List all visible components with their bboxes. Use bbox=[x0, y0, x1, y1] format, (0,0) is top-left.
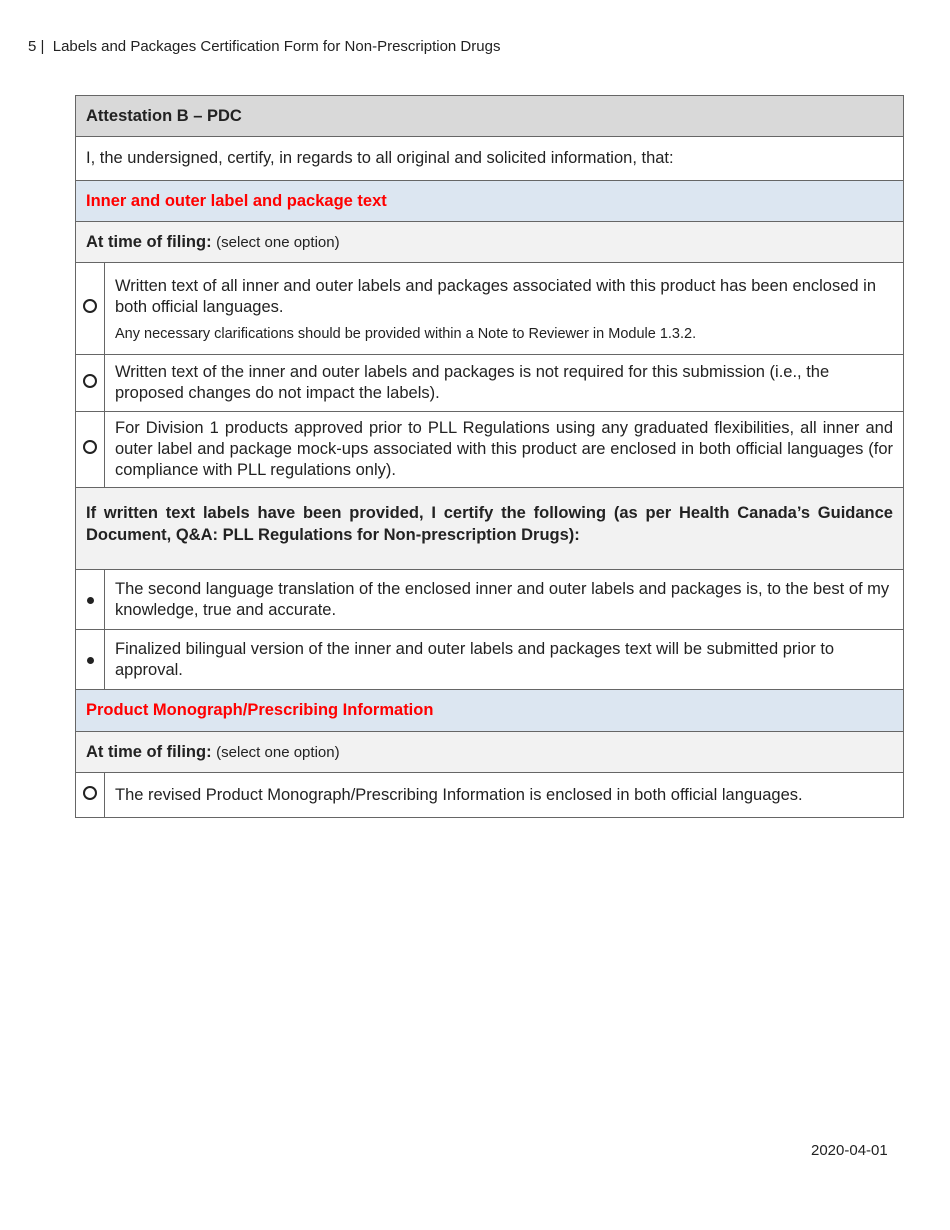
option-text: The revised Product Monograph/Prescribing Information is enclosed in both official languages. bbox=[105, 773, 904, 818]
footer-date: 2020-04-01 bbox=[811, 1142, 888, 1159]
bullet-text: Finalized bilingual version of the inner and outer labels and packages text will be submitted prior to approval. bbox=[105, 630, 904, 690]
bullet-text: The second language translation of the enclosed inner and outer labels and packages is, to the best of my knowledge, true and accurate. bbox=[105, 570, 904, 630]
option-radio[interactable] bbox=[76, 355, 105, 412]
filing-note: (select one option) bbox=[216, 743, 340, 761]
option-radio[interactable] bbox=[76, 412, 105, 488]
option-radio[interactable] bbox=[76, 773, 105, 818]
option-text: For Division 1 products approved prior to PLL Regulations using any graduated flexibilities, all inner and outer label and package mock-ups associated with this product are enclosed in both official languages (for compliance with PLL regulations only). bbox=[105, 412, 904, 488]
attestation-title: Attestation B – PDC bbox=[76, 96, 904, 137]
radio-icon[interactable] bbox=[83, 786, 97, 800]
filing-instruction bbox=[76, 732, 904, 773]
radio-icon[interactable] bbox=[83, 440, 97, 454]
filing-label: At time of filing: bbox=[86, 742, 212, 761]
option-text: Written text of the inner and outer labels and packages is not required for this submission (i.e., the proposed changes do not impact the labels). bbox=[105, 355, 904, 412]
option-text: Written text of all inner and outer labels and packages associated with this product has been enclosed in both official languages. bbox=[115, 276, 876, 316]
option-1 bbox=[105, 263, 904, 355]
certify-text: I, the undersigned, certify, in regards to all original and solicited information, that: bbox=[76, 137, 904, 181]
filing-note: (select one option) bbox=[216, 233, 340, 251]
radio-icon[interactable] bbox=[83, 299, 97, 313]
bullet-icon bbox=[76, 630, 105, 690]
filing-instruction bbox=[76, 222, 904, 263]
option-note: Any necessary clarifications should be provided within a Note to Reviewer in Module 1.3.2. bbox=[115, 325, 697, 342]
attestation-table bbox=[75, 95, 904, 818]
page-number: 5 | bbox=[28, 38, 45, 55]
bullet-icon bbox=[76, 570, 105, 630]
page-header bbox=[28, 38, 500, 55]
radio-icon[interactable] bbox=[83, 374, 97, 388]
option-radio[interactable] bbox=[76, 263, 105, 355]
filing-label: At time of filing: bbox=[86, 232, 212, 251]
section-title-monograph: Product Monograph/Prescribing Information bbox=[76, 690, 904, 732]
document-title: Labels and Packages Certification Form for Non-Prescription Drugs bbox=[52, 38, 501, 55]
section-title-labels: Inner and outer label and package text bbox=[76, 181, 904, 222]
certify-conditions: If written text labels have been provided, I certify the following (as per Health Canada’s Guidance Document, Q&A: PLL Regulations for Non-prescription Drugs): bbox=[86, 504, 893, 544]
